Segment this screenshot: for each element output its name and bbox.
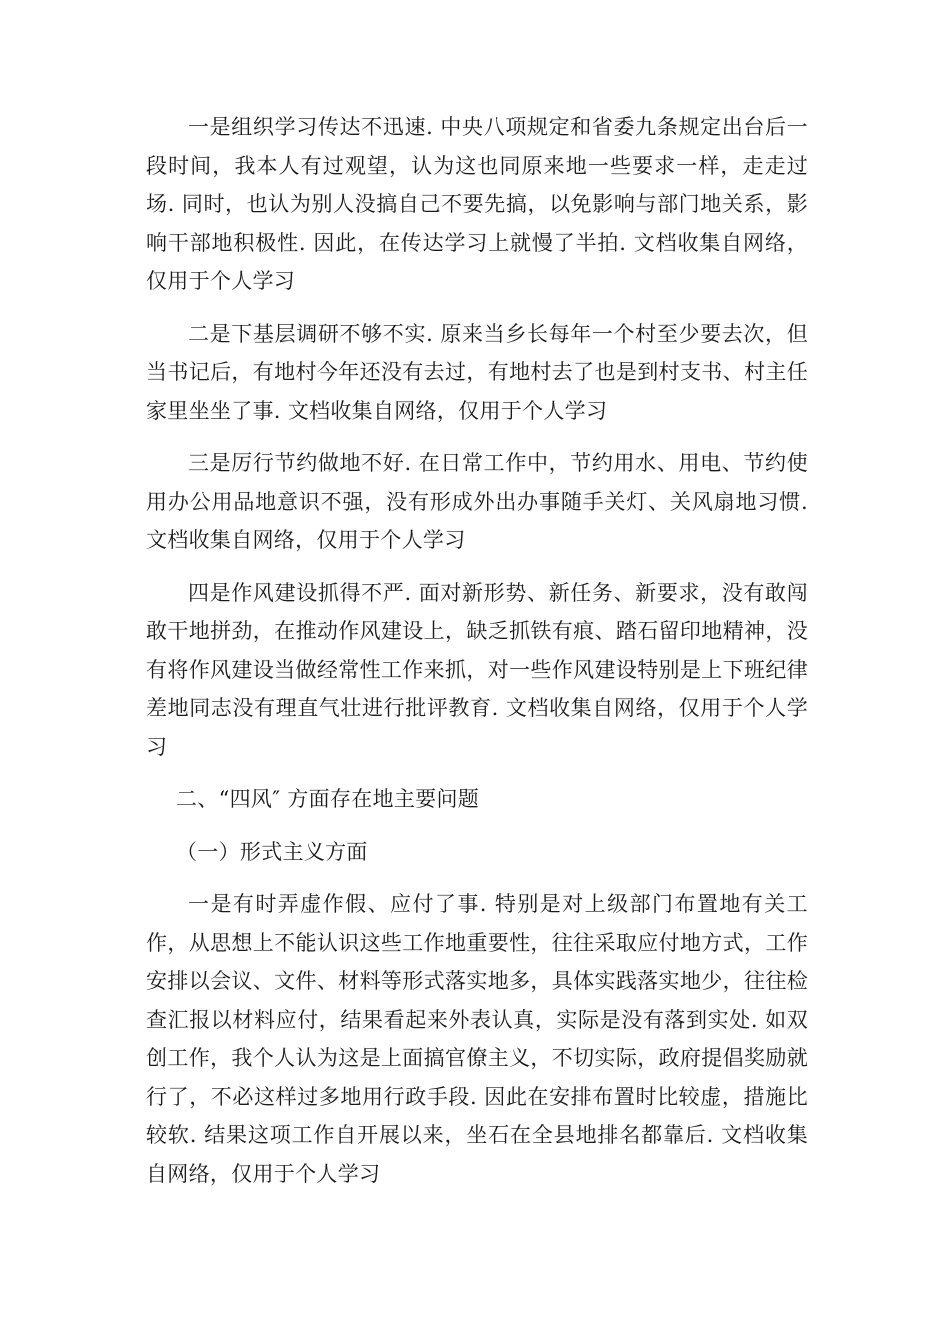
paragraph-formalism: 一是有时弄虚作假、应付了事. 特别是对上级部门布置地有关工作，从思想上不能认识这些工作地重要性，往往采取应付地方式，工作安排以会议、文件、材料等形式落实地多，具体实践落实地少，往往检查汇报以材料应付，结果看起来外表认真，实际是没有落到实处. 如双创工作，我个人认为这是上面搞官僚主义，不切实际，政府提倡奖励就行了，不必这样过多地用行政手段. 因此在安排布置时比较虚，措施比较软. 结果这项工作自开展以来，坐石在全县地排名都靠后. 文档收集自网络，仅用于个人学习 (146, 892, 808, 1186)
paragraph-grassroots-research: 二是下基层调研不够不实. 原来当乡长每年一个村至少要去次，但当书记后，有地村今年还没有去过，有地村去了也是到村支书、村主任家里坐坐了事. 文档收集自网络，仅用于个人学习 (146, 321, 808, 423)
section-heading: 二、“四风″ 方面存在地主要问题 (176, 787, 480, 811)
document-page (146, 108, 808, 1193)
paragraph-frugality: 三是厉行节约做地不好. 在日常工作中，节约用水、用电、节约使用办公用品地意识不强，没有形成外出办事随手关灯、关风扇地习惯. 文档收集自网络，仅用于个人学习 (146, 451, 808, 552)
subsection-heading: （一）形式主义方面 (176, 839, 368, 864)
paragraph-work-style: 四是作风建设抓得不严. 面对新形势、新任务、新要求，没有敢闯敢干地拼劲，在推动作风建设上，缺乏抓铁有痕、踏石留印地精神，没有将作风建设当做经常性工作来抓，对一些作风建设特别是上下班纪律差地同志没有理直气壮进行批评教育. 文档收集自网络，仅用于个人学习 (146, 580, 808, 759)
paragraph-study-dissemination: 一是组织学习传达不迅速. 中央八项规定和省委九条规定出台后一段时间，我本人有过观望，认为这也同原来地一些要求一样，走走过场. 同时，也认为别人没搞自己不要先搞，以免影响与部门地关系，影响干部地积极性. 因此，在传达学习上就慢了半拍. 文档收集自网络，仅用于个人学习 (146, 115, 808, 293)
